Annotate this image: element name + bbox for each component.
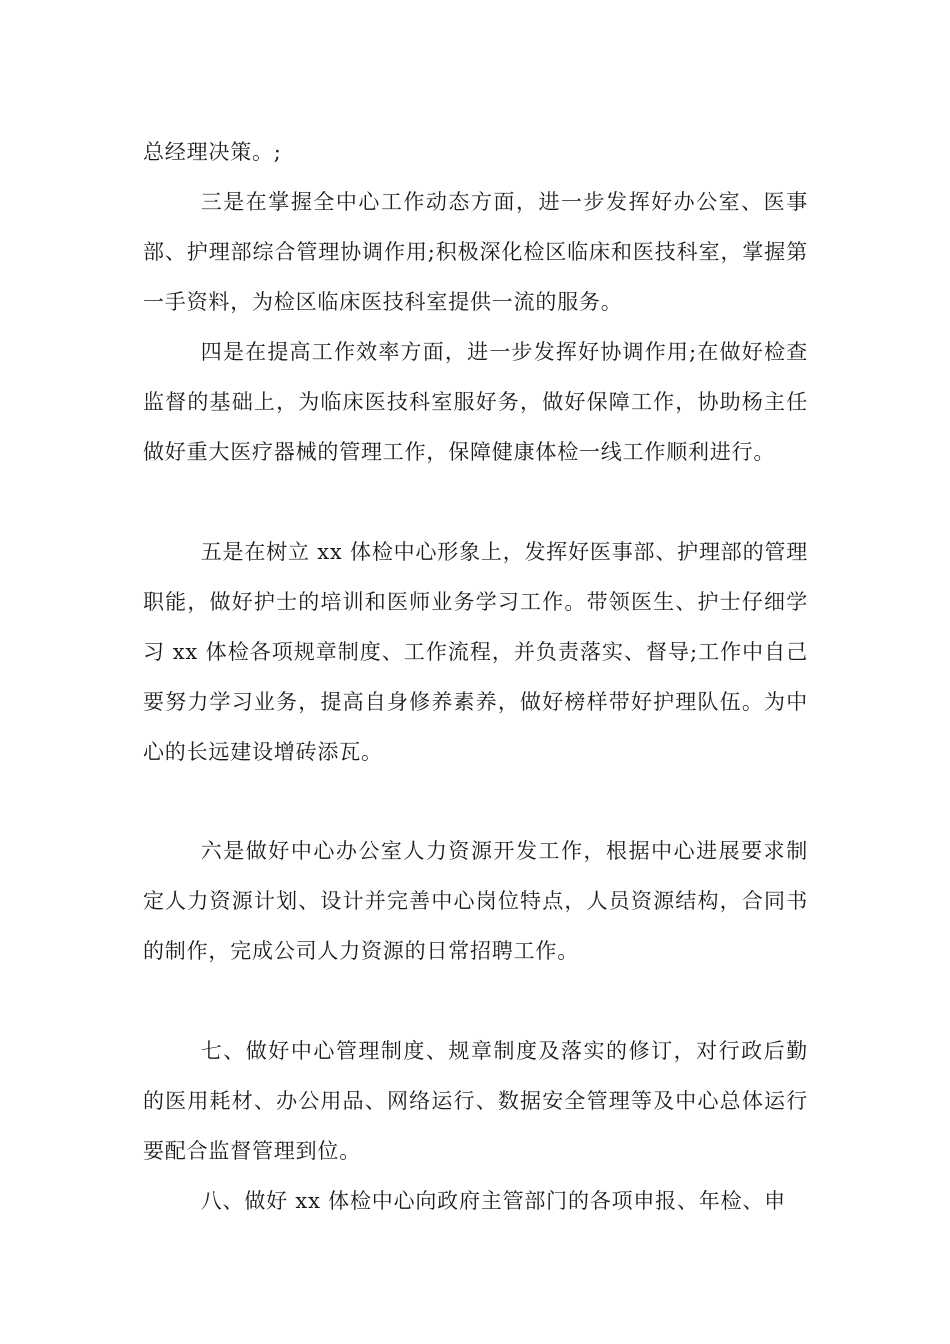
- paragraph-item-five: 五是在树立 xx 体检中心形象上，发挥好医事部、护理部的管理职能，做好护士的培训和医师业务学习工作。带领医生、护士仔细学习 xx 体检各项规章制度、工作流程，并负责落实、督导;工作中自己要努力学习业务，提高自身修养素养，做好榜样带好护理队伍。为中心的长远建设增砖添瓦。: [143, 540, 808, 764]
- paragraph-item-four: 四是在提高工作效率方面，进一步发挥好协调作用;在做好检查监督的基础上，为临床医技科室服好务，做好保障工作，协助杨主任做好重大医疗器械的管理工作，保障健康体检一线工作顺利进行。: [143, 340, 808, 464]
- paragraph-item-eight: 八、做好 xx 体检中心向政府主管部门的各项申报、年检、申: [200, 1189, 786, 1213]
- paragraph-continuation: 总经理决策。;: [143, 140, 282, 164]
- paragraph-item-six: 六是做好中心办公室人力资源开发工作，根据中心进展要求制定人力资源计划、设计并完善中心岗位特点，人员资源结构，合同书的制作，完成公司人力资源的日常招聘工作。: [143, 839, 808, 963]
- paragraph-item-three: 三是在掌握全中心工作动态方面，进一步发挥好办公室、医事部、护理部综合管理协调作用;积极深化检区临床和医技科室，掌握第一手资料，为检区临床医技科室提供一流的服务。: [143, 190, 808, 314]
- paragraph-item-seven: 七、做好中心管理制度、规章制度及落实的修订，对行政后勤的医用耗材、办公用品、网络运行、数据安全管理等及中心总体运行要配合监督管理到位。: [143, 1039, 808, 1163]
